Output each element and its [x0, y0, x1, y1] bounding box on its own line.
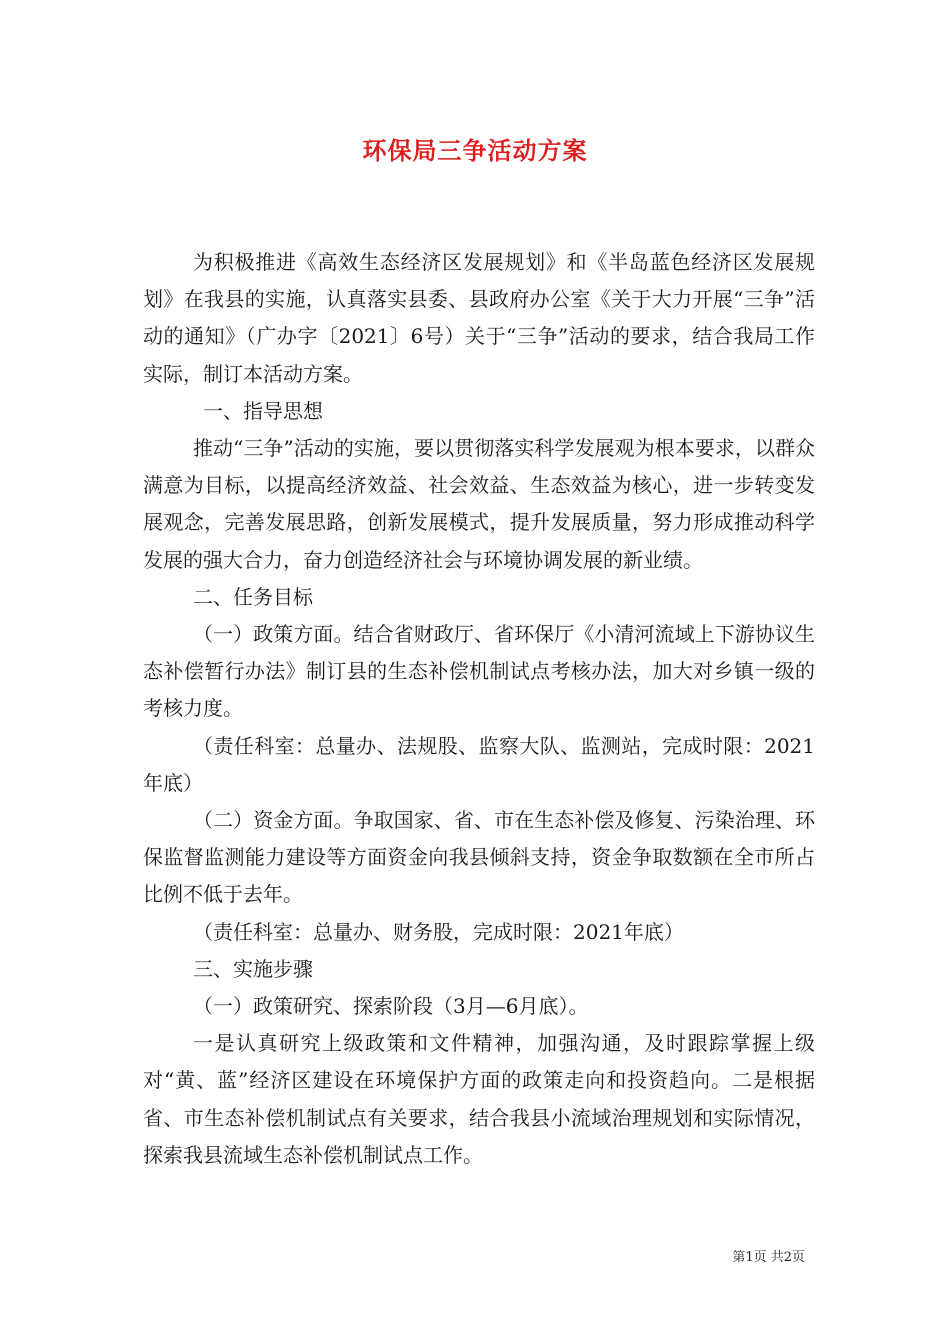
section-heading-task-goals: 二、任务目标 [193, 584, 313, 609]
funding-paragraph: （二）资金方面。争取国家、省、市在生态补偿及修复、污染治理、环保监督监测能力建设等方面资金向我县倾斜支持，资金争取数额在全市所占比例不低于去年。 [143, 808, 815, 907]
intro-paragraph: 为积极推进《高效生态经济区发展规划》和《半岛蓝色经济区发展规划》在我县的实施，认真落实县委、县政府办公室《关于大力开展“三争”活动的通知》（广办字〔2021〕6号）关于“三争”活动的要求，结合我局工作实际，制订本活动方案。 [143, 250, 815, 386]
document-body [143, 244, 815, 1174]
step-one-paragraph: 一是认真研究上级政策和文件精神，加强沟通，及时跟踪掌握上级对“黄、蓝”经济区建设在环境保护方面的政策走向和投资趋向。二是根据省、市生态补偿机制试点有关要求，结合我县小流域治理规划和实际情况，探索我县流域生态补偿机制试点工作。 [143, 1031, 815, 1167]
step-one-heading: （一）政策研究、探索阶段（3月—6月底）。 [193, 994, 589, 1019]
section-heading-implementation-steps: 三、实施步骤 [193, 956, 313, 981]
document-title: 环保局三争活动方案 [362, 137, 588, 165]
section-heading-guiding-ideology: 一、指导思想 [203, 398, 323, 423]
guiding-ideology-paragraph: 推动“三争”活动的实施，要以贯彻落实科学发展观为根本要求，以群众满意为目标，以提高经济效益、社会效益、生态效益为核心，进一步转变发展观念，完善发展思路，创新发展模式，提升发展质量，努力形成推动科学发展的强大合力，奋力创造经济社会与环境协调发展的新业绩。 [143, 436, 815, 572]
page-number-footer: 第1页 共2页 [732, 1250, 805, 1265]
policy-responsibility-note: （责任科室：总量办、法规股、监察大队、监测站，完成时限：2021年底） [143, 733, 815, 795]
policy-paragraph: （一）政策方面。结合省财政厅、省环保厅《小清河流域上下游协议生态补偿暂行办法》制订县的生态补偿机制试点考核办法，加大对乡镇一级的考核力度。 [143, 622, 815, 721]
funding-responsibility-note: （责任科室：总量办、财务股，完成时限：2021年底） [193, 919, 684, 944]
